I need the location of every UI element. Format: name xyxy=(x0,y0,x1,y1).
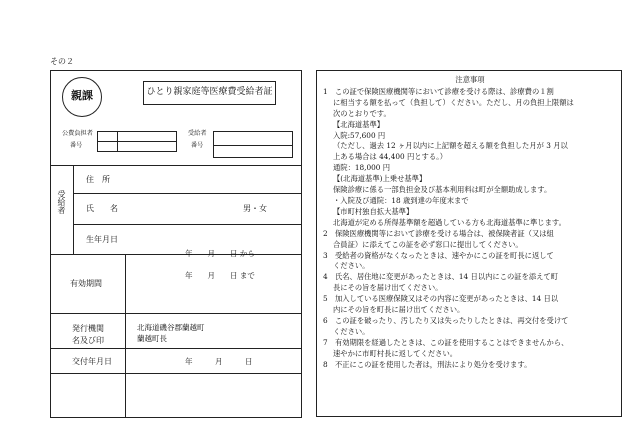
recipient-table-top xyxy=(50,165,302,166)
note-line: 保険診療に係る一部負担金及び基本利用料は町が全額助成します。 xyxy=(333,185,552,195)
notes-title: 注意事項 xyxy=(455,75,485,84)
stamp-text: 親課 xyxy=(71,89,93,102)
note-line: 【北海道基準】 xyxy=(333,119,385,129)
name-field[interactable] xyxy=(130,196,230,220)
recipient-section-label: 受給者 xyxy=(57,190,66,214)
dob-field[interactable] xyxy=(130,227,300,251)
validity-from-date[interactable]: 年 月 日 から xyxy=(185,249,255,258)
issuer-row-line xyxy=(50,348,302,349)
note-line: ・入院及び通院：18 歳到達の年度末まで xyxy=(333,195,469,205)
note-line: 次のとおりです。 xyxy=(333,108,391,118)
validity-to-date[interactable]: 年 月 日 まで xyxy=(185,271,255,280)
address-label: 住 所 xyxy=(86,175,110,184)
note-line: 上ある場合は 44,400 円とする。） xyxy=(333,152,448,162)
note-line: 1 この証で保険医療機関等において診療を受ける際は、診療費の１割 xyxy=(323,86,554,96)
note-line: ください。 xyxy=(333,261,370,271)
label-column-divider xyxy=(125,254,126,418)
note-line: 北海道が定める所得基準額を超過している方も北海道基準に準じます。 xyxy=(333,217,566,227)
recipient-number-label-2: 番号 xyxy=(191,142,204,149)
name-label: 氏 名 xyxy=(86,204,118,213)
note-line: （ただし、過去 12 ヶ月以内に上記額を超える額を負担した月が 3 月以 xyxy=(333,141,568,151)
issuer-label: 発行機関 xyxy=(72,324,104,333)
payer-number-label: 公費負担者 xyxy=(62,130,93,137)
note-line: 合員証）に添えてこの証を必ず窓口に提出してください。 xyxy=(333,239,523,249)
issue-date-value[interactable]: 年 月 日 xyxy=(185,357,253,366)
note-line: 7 有効期限を経過したときは、この証を使用することはできませんから、 xyxy=(323,337,569,347)
recipient-number-midline xyxy=(213,145,293,146)
note-line: に相当する額を払って（負担して）ください。ただし、月の負担上限額は xyxy=(333,97,574,107)
note-line: 3 受給者の資格がなくなったときは、速やかにこの証を町長に返して xyxy=(323,250,554,260)
issuer-name: 北海道磯谷郡蘭越町 xyxy=(137,323,205,332)
name-row-line xyxy=(73,224,302,225)
validity-label: 有効期間 xyxy=(70,279,102,288)
note-line: ください。 xyxy=(333,326,370,336)
dob-label: 生年月日 xyxy=(86,235,118,244)
recipient-number-label: 受給者 xyxy=(188,130,207,137)
form-number: その２ xyxy=(50,57,74,66)
note-line: 2 保険医療機関等において診療を受ける場合は、被保険者証（又は組 xyxy=(323,228,554,238)
certificate-title: ひとり親家庭等医療費受給者証 xyxy=(146,87,273,97)
address-field[interactable] xyxy=(130,168,300,192)
dob-row-line xyxy=(50,254,302,255)
issue-date-row-line xyxy=(50,373,302,374)
payer-number-midline xyxy=(97,141,177,142)
note-line: 4 氏名、居住地に変更があったときは、14 日以内にこの証を添えて町 xyxy=(323,272,559,282)
address-row-line xyxy=(73,193,302,194)
note-line: 通院：18,000 円 xyxy=(333,163,391,173)
issuer-title: 蘭越町長 xyxy=(137,334,167,343)
payer-number-label-2: 番号 xyxy=(70,142,83,149)
notes-panel xyxy=(316,70,622,417)
note-line: 【(北海道基準)上乗せ基準】 xyxy=(333,174,427,184)
validity-row-line xyxy=(50,313,302,314)
note-line: 長にその旨を届け出てください。 xyxy=(333,283,443,293)
note-line: 【市町村独自拡大基準】 xyxy=(333,206,414,216)
gender-options[interactable]: 男・女 xyxy=(243,204,267,213)
issuer-label-2: 名及び印 xyxy=(72,336,104,345)
recipient-section-divider xyxy=(73,165,74,254)
note-line: 8 不正にこの証を使用した者は，刑法により処分を受けます。 xyxy=(323,359,532,369)
note-line: 6 この証を破ったり、汚したり又は失ったりしたときは、再交付を受けて xyxy=(323,315,569,325)
note-line: 5 加入している医療保険又はその内容に変更があったときは、14 日以 xyxy=(323,294,559,304)
note-line: 速やかに市町村長に返してください。 xyxy=(333,348,458,358)
note-line: 内にその旨を町長に届け出てください。 xyxy=(333,305,465,315)
issue-date-label: 交付年月日 xyxy=(72,357,112,366)
note-line: 入院:57,600 円 xyxy=(333,130,386,140)
